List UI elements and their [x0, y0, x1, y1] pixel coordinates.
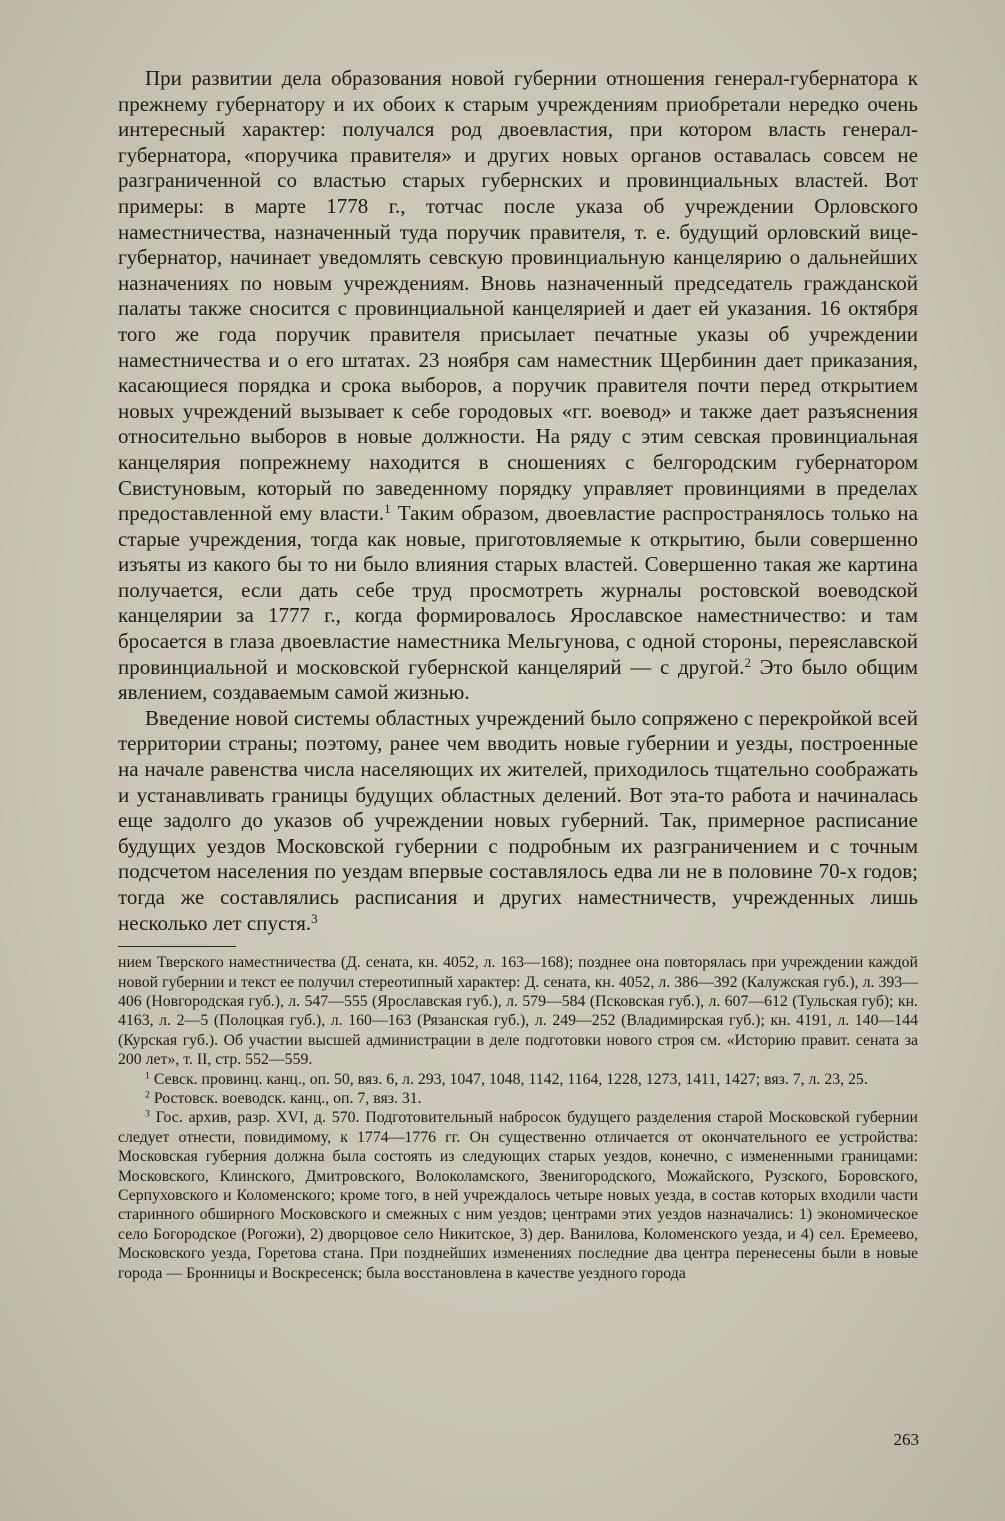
footnote-ref: 3	[311, 910, 318, 926]
paragraph-text: При развитии дела образования новой губернии отношения генерал-губернатора к прежнему губернатору и их обоих к старым учреждениям приобретали нередко очень интересный характер: получался род двоевластия, при котором власть генерал-губернатора, «поручика правителя» и других новых органов оставалась совсем не разграниченной со властью старых губернских и провинциальных властей. Вот примеры: в марте 1778 г., тотчас после указа об учреждении Орловского наместничества, назначенный туда поручик правителя, т. е. будущий орловский вице-губернатор, начинает уведомлять севскую провинциальную канцелярию о дальнейших назначениях по новым учреждениям. Вновь назначенный председатель гражданской палаты также сносится с провинциальной канцелярией и дает ей указания. 16 октября того же года поручик правителя присылает печатные указы об учреждении наместничества и о его штатах. 23 ноября сам наместник Щербинин дает приказания, касающиеся порядка и срока выборов, а поручик правителя почти перед открытием новых учреждений вызывает к себе городовых «гг. воевод» и также дает разъяснения относительно выборов в новые должности. На ряду с этим севская провинциальная канцелярия попрежнему находится в сношениях с белгородским губернатором Свистуновым, который по заведенному порядку управляет провинциями в пределах предоставленной ему власти.	[118, 66, 918, 526]
page-body	[118, 66, 918, 1283]
paragraph	[118, 66, 918, 706]
footnote	[118, 1089, 918, 1108]
footnote-ref: 1	[384, 500, 391, 516]
footnote-text: Ростовск. воеводск. канц., оп. 7, вяз. 31.	[149, 1090, 422, 1108]
footnote-mark: 1	[145, 1070, 150, 1082]
paragraph-text: Таким образом, двоевластие распространялось только на старые учреждения, тогда как новые, приготовляемые к открытию, были совершенно изъяты из какого бы то ни было влияния старых властей. Совершенно такая же картина получается, если дать себе труд просмотреть журналы ростовской воеводской канцелярии за 1777 г., когда формировалось Ярославское наместничество: и там бросается в глаза двоевластие наместника Мельгунова, с одной стороны, переяславской провинциальной и московской губернской канцелярий — с другой.	[118, 501, 918, 679]
footnote-mark: 3	[145, 1109, 150, 1121]
footnote-divider	[118, 946, 236, 947]
footnote-mark: 2	[145, 1089, 150, 1101]
footnote	[118, 1070, 918, 1089]
footnote-continuation: нием Тверского наместничества (Д. сената, кн. 4052, л. 163—168); позднее она повторялась при учреждении каждой новой губернии и текст ее получил стереотипный характер: Д. сената, кн. 4052, л. 386—392 (Калужская губ.), л. 393—406 (Новгородская губ.), л. 547—555 (Ярославская губ.), л. 579—584 (Псковская губ.), л. 607—612 (Тульская губ); кн. 4163, л. 2—5 (Полоцкая губ.), л. 160—163 (Рязанская губ.), л. 249—252 (Владимирская губ.); кн. 4191, л. 140—144 (Курская губ.). Об участии высшей администрации в деле подготовки нового строя см. «Историю правит. сената за 200 лет», т. II, стр. 552—559.	[118, 954, 918, 1069]
main-text	[118, 66, 918, 936]
footnote-text: Севск. провинц. канц., оп. 50, вяз. 6, л. 293, 1047, 1048, 1142, 1164, 1228, 1273, 1411, 1427; вяз. 7, л. 23, 25.	[149, 1070, 868, 1088]
footnote	[118, 1108, 918, 1283]
footnote-ref: 2	[744, 654, 751, 670]
paragraph-text: Введение новой системы областных учреждений было сопряжено с перекройкой всей территории страны; поэтому, ранее чем вводить новые губернии и уезды, построенные на начале равенства числа населяющих их жителей, приходилось тщательно соображать и устанавливать границы будущих областных делений. Вот эта-то работа и начиналась еще задолго до указов об учреждении новых губерний. Так, примерное расписание будущих уездов Московской губернии с подробным их разграничением и с точным подсчетом населения по уездам впервые составлялось едва ли не в половине 70-х годов; тогда же составлялись расписания и других наместничеств, учрежденных лишь несколько лет спустя.	[118, 705, 918, 935]
footnote-text: Гос. архив, разр. XVI, д. 570. Подготовительный набросок будущего разделения старой Московской губернии следует отнести, повидимому, к 1774—1776 гг. Он существенно отличается от окончательного ее устройства: Московская губерния должна была состоять из следующих старых уездов, конечно, с измененными границами: Московского, Клинского, Дмитровского, Волоколамского, Звенигородского, Можайского, Рузского, Боровского, Серпуховского и Коломенского; кроме того, в ней учреждалось четыре новых уезда, в состав которых входили части старинного обширного Московского и смежных с ним уездов; центрами этих уездов назначались: 1) экономическое село Богородское (Рогожи), 2) дворцовое село Никитское, 3) дер. Ванилова, Коломенского уезда, и 4) сел. Еремеево, Московского уезда, Горетова стана. При позднейших изменениях последние два центра перенесены были в новые города — Бронницы и Воскресенск; была восстановлена в качестве уездного города	[118, 1109, 918, 1282]
page-number: 263	[893, 1430, 919, 1449]
paragraph	[118, 706, 918, 936]
paragraph-text: Это было общим явлением, создаваемым самой жизнью.	[118, 654, 918, 705]
footnotes	[118, 953, 918, 1283]
